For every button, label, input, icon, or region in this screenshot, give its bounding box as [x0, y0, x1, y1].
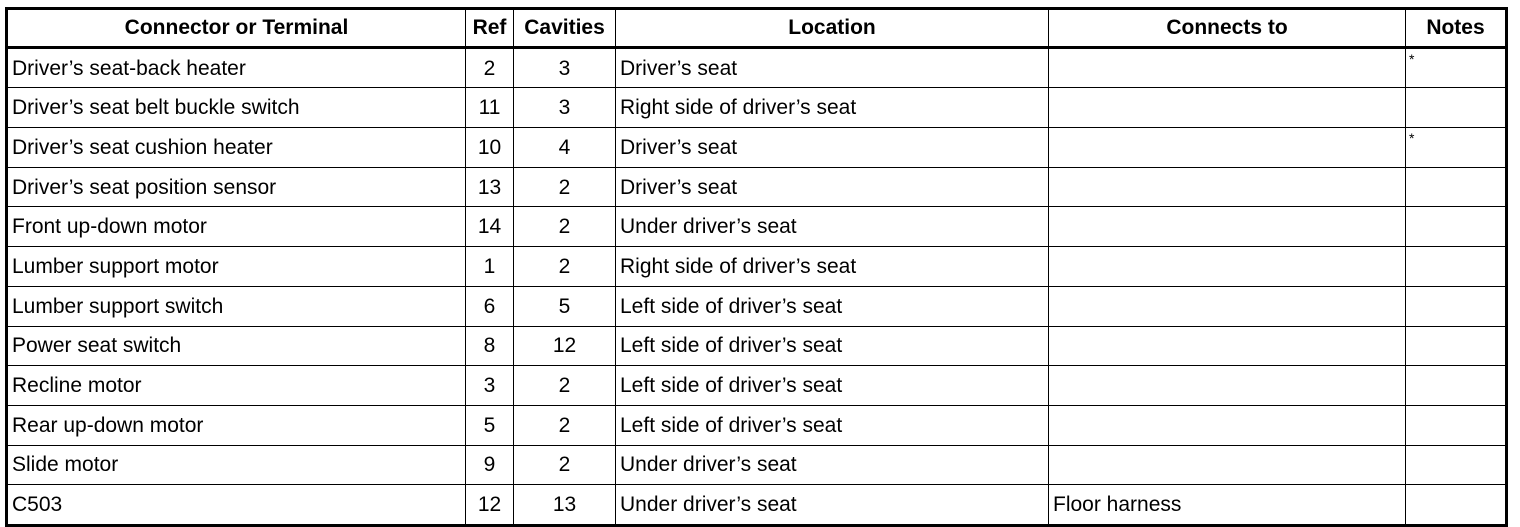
cell-ref: 13 [466, 167, 514, 207]
cell-connector: Rear up-down motor [7, 405, 466, 445]
table-row [7, 445, 1507, 485]
cell-connects-to [1049, 167, 1406, 207]
cell-cavities: 2 [514, 405, 616, 445]
table-row [7, 247, 1507, 287]
cell-ref: 14 [466, 207, 514, 247]
cell-connects-to [1049, 47, 1406, 88]
cell-cavities: 2 [514, 247, 616, 287]
table-body [7, 47, 1507, 525]
cell-cavities: 12 [514, 326, 616, 366]
table-row [7, 286, 1507, 326]
cell-notes [1406, 88, 1507, 128]
cell-connector: Lumber support motor [7, 247, 466, 287]
cell-notes [1406, 326, 1507, 366]
table-row [7, 207, 1507, 247]
cell-notes [1406, 247, 1507, 287]
cell-location: Driver’s seat [616, 128, 1049, 168]
cell-ref: 10 [466, 128, 514, 168]
connector-table-container [5, 7, 1508, 527]
table-row [7, 405, 1507, 445]
cell-connects-to [1049, 445, 1406, 485]
cell-location: Left side of driver’s seat [616, 405, 1049, 445]
cell-connects-to [1049, 366, 1406, 406]
cell-connector: C503 [7, 485, 466, 526]
cell-connects-to [1049, 247, 1406, 287]
header-notes: Notes [1406, 9, 1507, 48]
cell-notes [1406, 405, 1507, 445]
cell-location: Under driver’s seat [616, 445, 1049, 485]
table-row [7, 88, 1507, 128]
cell-connector: Slide motor [7, 445, 466, 485]
cell-connector: Lumber support switch [7, 286, 466, 326]
cell-notes [1406, 167, 1507, 207]
cell-notes [1406, 366, 1507, 406]
cell-cavities: 4 [514, 128, 616, 168]
cell-location: Right side of driver’s seat [616, 247, 1049, 287]
cell-ref: 11 [466, 88, 514, 128]
cell-ref: 2 [466, 47, 514, 88]
cell-connects-to [1049, 88, 1406, 128]
cell-ref: 5 [466, 405, 514, 445]
table-row [7, 366, 1507, 406]
cell-connector: Driver’s seat belt buckle switch [7, 88, 466, 128]
cell-connector: Driver’s seat cushion heater [7, 128, 466, 168]
table-header-row [7, 9, 1507, 48]
cell-location: Driver’s seat [616, 47, 1049, 88]
cell-ref: 9 [466, 445, 514, 485]
cell-notes [1406, 286, 1507, 326]
cell-connects-to: Floor harness [1049, 485, 1406, 526]
cell-notes: * [1406, 128, 1507, 168]
table-row [7, 167, 1507, 207]
cell-cavities: 2 [514, 366, 616, 406]
cell-connects-to [1049, 207, 1406, 247]
table-row [7, 128, 1507, 168]
cell-connects-to [1049, 405, 1406, 445]
cell-notes [1406, 207, 1507, 247]
cell-notes [1406, 445, 1507, 485]
cell-location: Under driver’s seat [616, 485, 1049, 526]
cell-notes [1406, 485, 1507, 526]
cell-location: Right side of driver’s seat [616, 88, 1049, 128]
cell-location: Left side of driver’s seat [616, 326, 1049, 366]
header-connector: Connector or Terminal [7, 9, 466, 48]
header-location: Location [616, 9, 1049, 48]
cell-ref: 6 [466, 286, 514, 326]
cell-connects-to [1049, 326, 1406, 366]
cell-ref: 12 [466, 485, 514, 526]
cell-cavities: 3 [514, 47, 616, 88]
cell-notes: * [1406, 47, 1507, 88]
cell-location: Left side of driver’s seat [616, 366, 1049, 406]
cell-cavities: 13 [514, 485, 616, 526]
cell-location: Driver’s seat [616, 167, 1049, 207]
cell-connector: Recline motor [7, 366, 466, 406]
cell-cavities: 2 [514, 445, 616, 485]
cell-connects-to [1049, 286, 1406, 326]
header-cavities: Cavities [514, 9, 616, 48]
cell-connector: Front up-down motor [7, 207, 466, 247]
cell-ref: 3 [466, 366, 514, 406]
cell-connector: Driver’s seat-back heater [7, 47, 466, 88]
table-row [7, 47, 1507, 88]
cell-cavities: 3 [514, 88, 616, 128]
cell-location: Under driver’s seat [616, 207, 1049, 247]
table-row [7, 326, 1507, 366]
cell-connects-to [1049, 128, 1406, 168]
table-row [7, 485, 1507, 526]
cell-connector: Power seat switch [7, 326, 466, 366]
cell-cavities: 5 [514, 286, 616, 326]
cell-ref: 1 [466, 247, 514, 287]
cell-location: Left side of driver’s seat [616, 286, 1049, 326]
header-ref: Ref [466, 9, 514, 48]
header-connects-to: Connects to [1049, 9, 1406, 48]
connector-table [5, 7, 1508, 527]
cell-connector: Driver’s seat position sensor [7, 167, 466, 207]
cell-cavities: 2 [514, 167, 616, 207]
cell-ref: 8 [466, 326, 514, 366]
cell-cavities: 2 [514, 207, 616, 247]
